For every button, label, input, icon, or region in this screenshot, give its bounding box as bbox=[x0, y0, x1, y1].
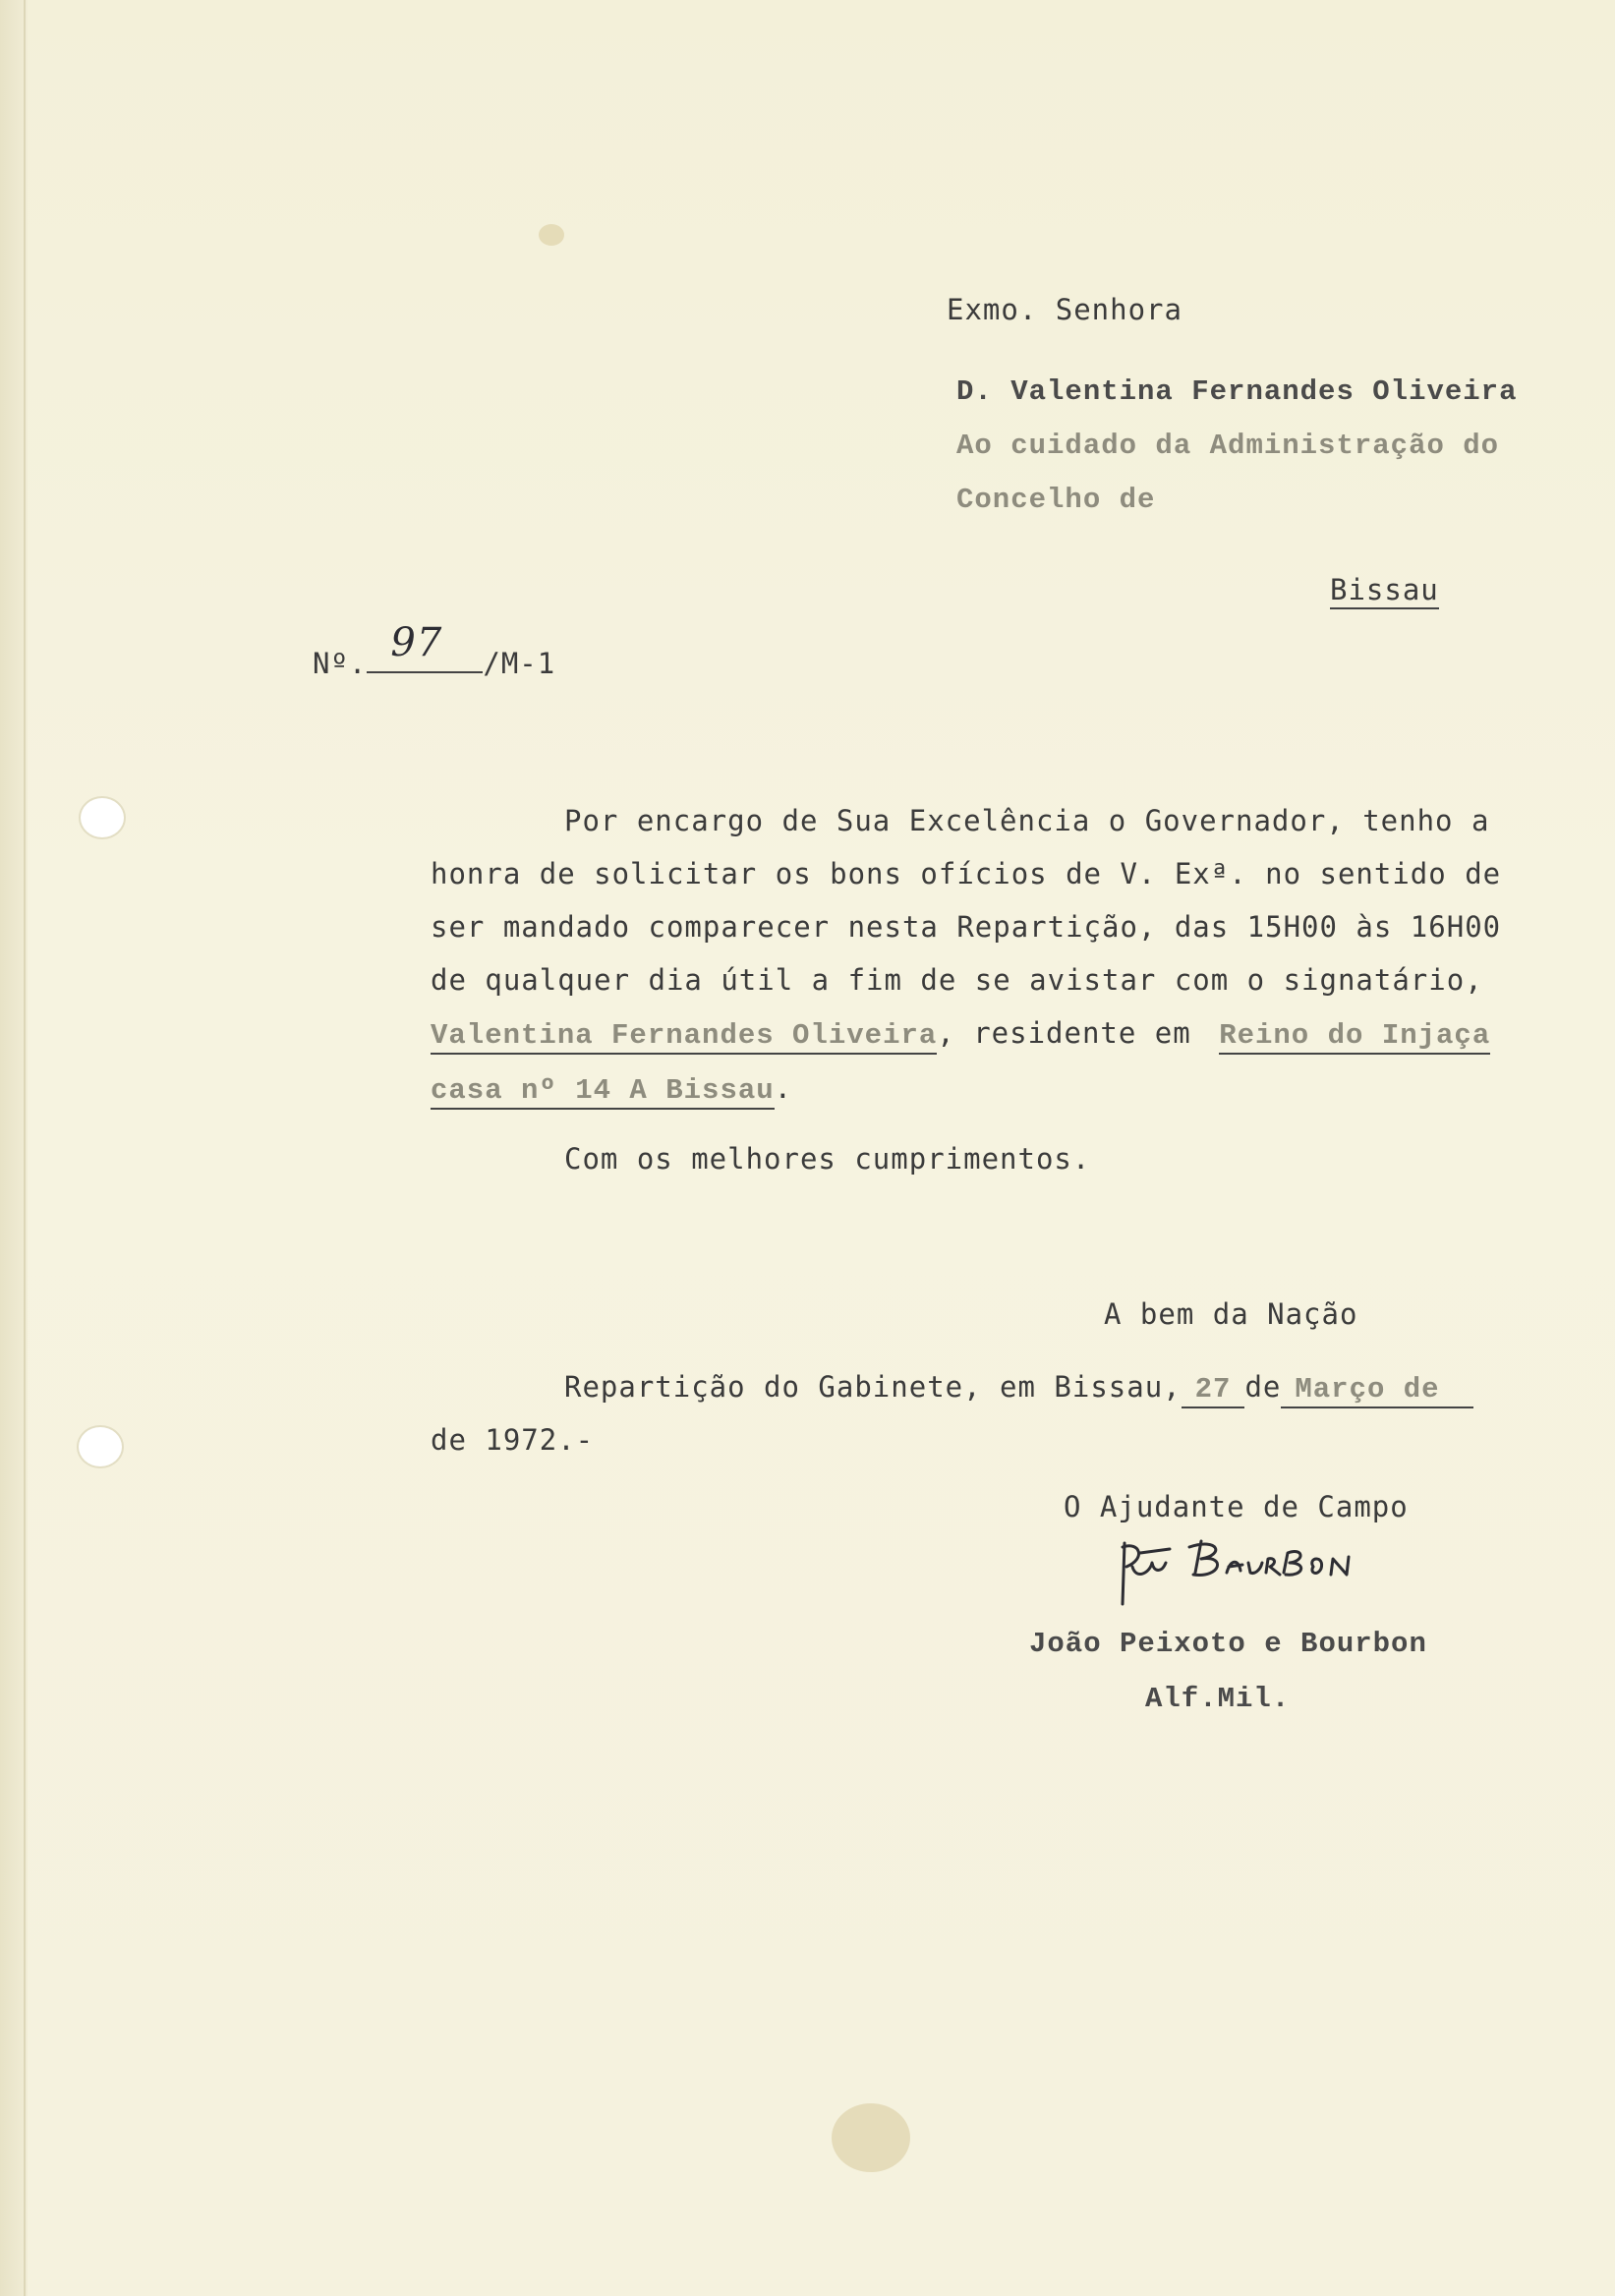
address-field-1: Reino do Injaça bbox=[1219, 1019, 1490, 1055]
date-line-prefix: Repartição do Gabinete, em Bissau, bbox=[564, 1370, 1182, 1404]
signatory-name: João Peixoto e Bourbon bbox=[1029, 1628, 1427, 1660]
handwritten-signature bbox=[1111, 1533, 1376, 1612]
salutation: Exmo. Senhora bbox=[947, 293, 1182, 326]
date-day: 27 bbox=[1182, 1373, 1245, 1408]
closing-motto: A bem da Nação bbox=[1104, 1297, 1358, 1331]
signatory-title: O Ajudante de Campo bbox=[1064, 1490, 1409, 1523]
stain-top bbox=[539, 224, 564, 246]
body-line-3: ser mandado comparecer nesta Repartição, das 15H00 às 16H00 bbox=[431, 910, 1502, 944]
address-field-2: casa nº 14 A Bissau bbox=[431, 1074, 775, 1110]
signatory-rank: Alf.Mil. bbox=[1145, 1683, 1291, 1715]
recipient-name: D. Valentina Fernandes Oliveira bbox=[956, 375, 1518, 408]
residence-label: , residente em bbox=[937, 1016, 1191, 1050]
recipient-city: Bissau bbox=[1330, 573, 1439, 609]
date-de: de bbox=[1244, 1370, 1282, 1404]
reference-suffix: /M-1 bbox=[483, 647, 556, 680]
punch-hole-bottom bbox=[79, 1427, 122, 1466]
closing-greeting: Com os melhores cumprimentos. bbox=[564, 1142, 1091, 1176]
body-line-1: Por encargo de Sua Excelência o Governador, tenho a bbox=[564, 804, 1490, 837]
address-period: . bbox=[774, 1071, 793, 1105]
body-line-2: honra de solicitar os bons ofícios de V. Exª. no sentido de bbox=[431, 857, 1502, 890]
date-line bbox=[564, 1370, 1473, 1406]
person-name-field: Valentina Fernandes Oliveira bbox=[431, 1019, 937, 1055]
body-line-5 bbox=[431, 1016, 1490, 1052]
recipient-council: Concelho de bbox=[956, 484, 1156, 516]
recipient-care-of: Ao cuidado da Administração do bbox=[956, 430, 1500, 462]
date-month: Março de bbox=[1281, 1373, 1472, 1408]
reference-blank bbox=[367, 620, 483, 673]
reference-prefix: Nº. bbox=[313, 647, 368, 680]
body-line-4: de qualquer dia útil a fim de se avistar com o signatário, bbox=[431, 963, 1483, 997]
reference-number bbox=[313, 620, 556, 680]
paper-left-edge bbox=[0, 0, 28, 2296]
stain-bottom bbox=[832, 2103, 910, 2172]
punch-hole-top bbox=[81, 798, 124, 837]
body-line-6 bbox=[431, 1071, 792, 1107]
reference-handwritten-number: 97 bbox=[390, 620, 443, 665]
date-year-line: de 1972.- bbox=[431, 1423, 595, 1457]
